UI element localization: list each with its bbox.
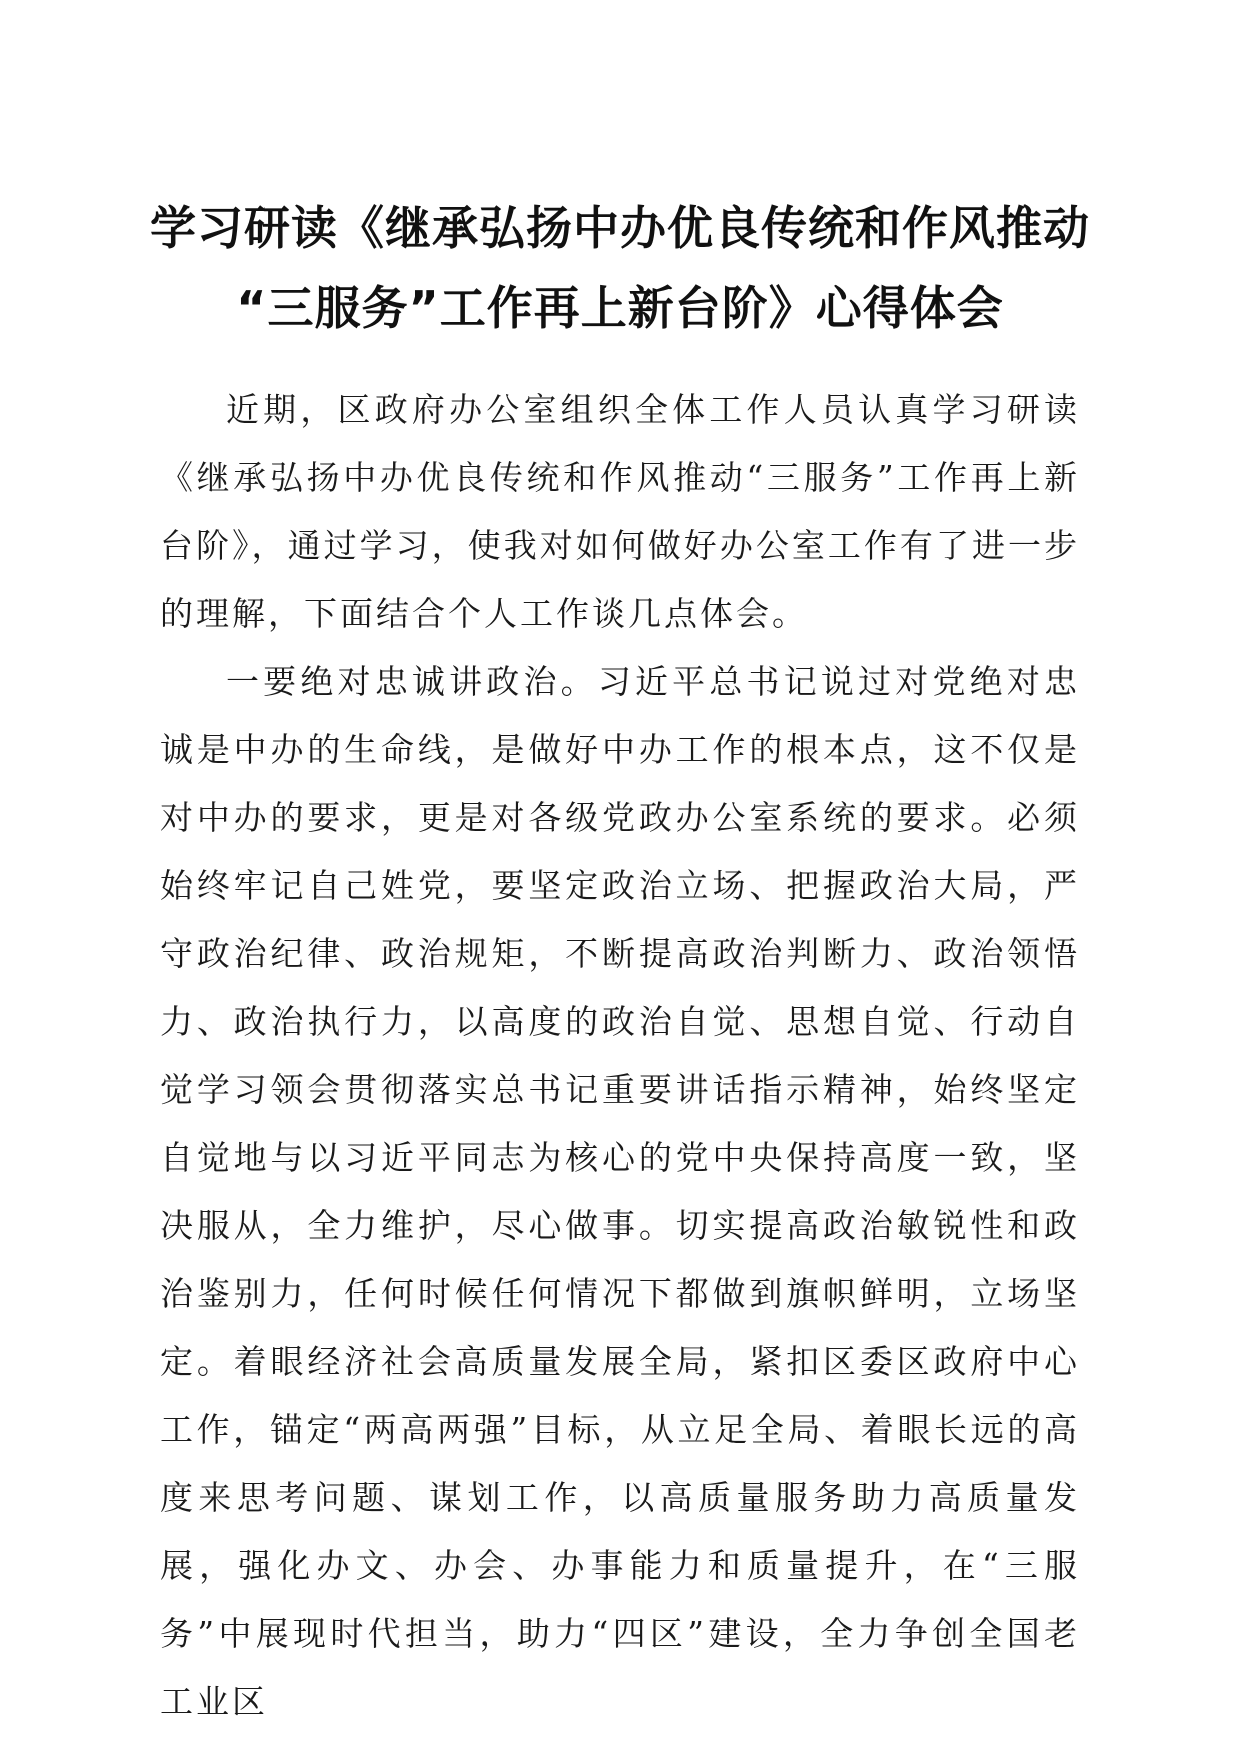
title-line-1: 学习研读《继承弘扬中办优良传统和作风推动 (150, 201, 1090, 255)
document-title (100, 188, 1140, 348)
paragraph-point-one: 一要绝对忠诚讲政治。习近平总书记说过对党绝对忠诚是中办的生命线，是做好中办工作的根本点，这不仅是对中办的要求，更是对各级党政办公室系统的要求。必须始终牢记自己姓党，要坚定政治立场、把握政治大局，严守政治纪律、政治规矩，不断提高政治判断力、政治领悟力、政治执行力，以高度的政治自觉、思想自觉、行动自觉学习领会贯彻落实总书记重要讲话指示精神，始终坚定自觉地与以习近平同志为核心的党中央保持高度一致，坚决服从，全力维护，尽心做事。切实提高政治敏锐性和政治鉴别力，任何时候任何情况下都做到旗帜鲜明，立场坚定。着眼经济社会高质量发展全局，紧扣区委区政府中心工作，锚定“两高两强”目标，从立足全局、着眼长远的高度来思考问题、谋划工作，以高质量服务助力高质量发展，强化办文、办会、办事能力和质量提升，在“三服务”中展现时代担当，助力“四区”建设，全力争创全国老工业区 (160, 662, 1080, 1721)
paragraph-intro: 近期，区政府办公室组织全体工作人员认真学习研读《继承弘扬中办优良传统和作风推动“三服务”工作再上新台阶》，通过学习，使我对如何做好办公室工作有了进一步的理解，下面结合个人工作谈几点体会。 (160, 390, 1080, 633)
title-line-2: “三服务”工作再上新台阶》心得体会 (236, 281, 1004, 335)
document-body (160, 376, 1080, 1736)
